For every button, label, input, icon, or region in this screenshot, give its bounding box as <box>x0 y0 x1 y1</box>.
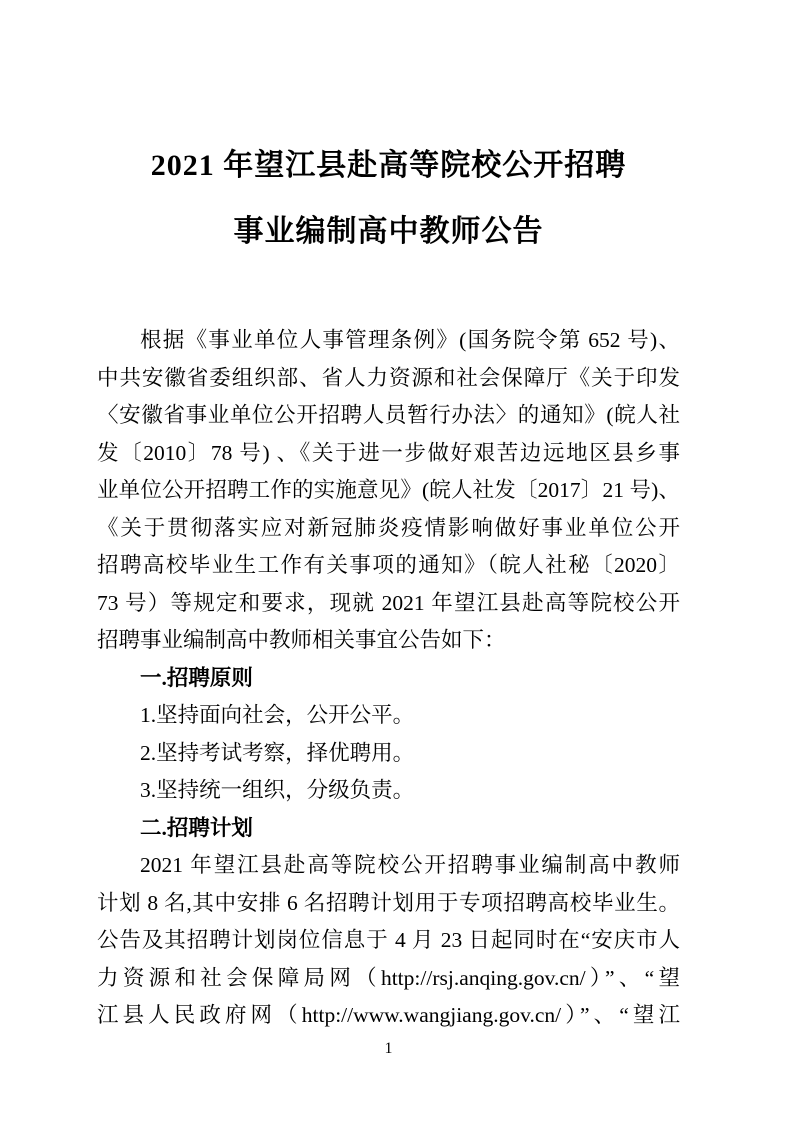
document-title-line-1: 2021 年望江县赴高等院校公开招聘 <box>150 149 627 182</box>
intro-text-line: 发〔2010〕78 号) 、《关于进一步做好艰苦边远地区县乡事 <box>97 440 680 465</box>
plan-text-line: 2021 年望江县赴高等院校公开招聘事业编制高中教师 <box>140 853 680 877</box>
page-number: 1 <box>384 1039 393 1057</box>
document-title <box>97 133 680 265</box>
principle-item-line: 1.坚持面向社会，公开公平。 <box>140 703 415 727</box>
plan-text-line: 计划 8 名,其中安排 6 名招聘计划用于专项招聘高校毕业生。 <box>97 890 680 915</box>
document-title-line-2: 事业编制高中教师公告 <box>233 215 544 248</box>
intro-text-line: 中共安徽省委组织部、省人力资源和社会保障厅《关于印发 <box>97 365 680 390</box>
document-body <box>97 322 680 1059</box>
intro-text-line: 《关于贯彻落实应对新冠肺炎疫情影响做好事业单位公开 <box>97 515 680 540</box>
principle-item-line: 2.坚持考试考察，择优聘用。 <box>140 740 415 765</box>
intro-text-line: 招聘高校毕业生工作有关事项的通知》（皖人社秘〔2020〕 <box>97 553 680 577</box>
intro-text-line: 根据《事业单位人事管理条例》(国务院令第 652 号)、 <box>140 328 680 352</box>
plan-text-line: 公告及其招聘计划岗位信息于 4 月 23 日起同时在“安庆市人 <box>97 928 680 952</box>
section-heading-principles: 一.招聘原则 <box>140 665 253 690</box>
intro-text-line: 业单位公开招聘工作的实施意见》(皖人社发〔2017〕21 号)、 <box>97 478 680 502</box>
plan-text-line: 力资源和社会保障局网（http://rsj.anqing.gov.cn/）”、“望 <box>97 965 680 990</box>
intro-text-line: 73 号）等规定和要求，现就 2021 年望江县赴高等院校公开 <box>97 590 680 615</box>
plan-text-line: 江县人民政府网（http://www.wangjiang.gov.cn/）”、“望江 <box>97 1003 680 1027</box>
principle-item-line: 3.坚持统一组织，分级负责。 <box>140 778 415 802</box>
section-heading-plan: 二.招聘计划 <box>140 815 253 840</box>
intro-text-line: 〈安徽省事业单位公开招聘人员暂行办法〉的通知》(皖人社 <box>97 403 680 427</box>
intro-text-line: 招聘事业编制高中教师相关事宜公告如下： <box>97 628 506 652</box>
